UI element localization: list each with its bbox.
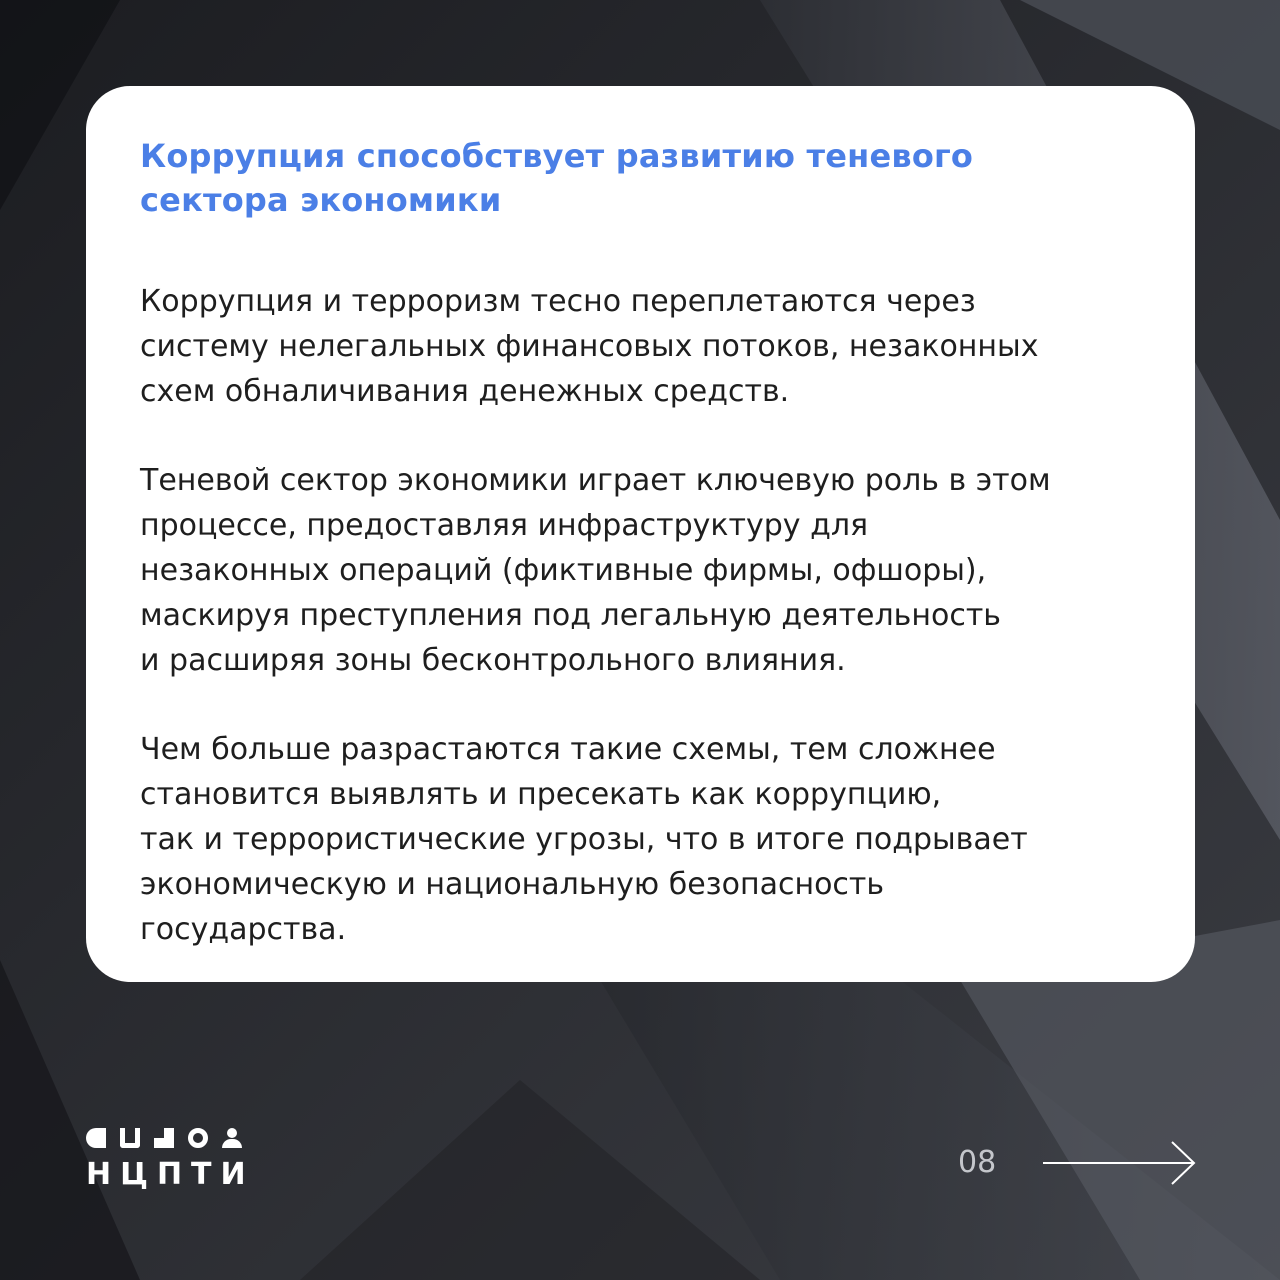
cup-icon: [120, 1128, 140, 1148]
arrow-right-icon[interactable]: [1040, 1138, 1200, 1188]
logo: [86, 1128, 255, 1192]
content-card: [86, 86, 1195, 982]
card-body: [140, 279, 1139, 952]
card-title: Коррупция способствует развитию теневого сектора экономики: [140, 137, 974, 219]
paragraph-2: Теневой сектор экономики играет ключевую роль в этом процессе, предоставляя инфраструктуру для незаконных операций (фиктивные фирмы, офшоры), маскируя преступления под легальную деятельность и расширяя зоны бесконтрольного влияния.: [140, 463, 1051, 678]
logo-text: НЦПТИ: [86, 1157, 255, 1192]
paragraph-3: Чем больше разрастаются такие схемы, тем сложнее становится выявлять и пресекать как коррупцию, так и террористические угрозы, что в итоге подрывает экономическую и национальную безопасность государства.: [140, 732, 1028, 947]
paragraph-1: Коррупция и терроризм тесно переплетаются через систему нелегальных финансовых потоков, незаконных схем обналичивания денежных средств.: [140, 284, 1039, 409]
person-icon: [222, 1128, 242, 1148]
ring-icon: [188, 1128, 208, 1148]
page-number: 08: [958, 1145, 997, 1180]
half-circle-icon: [86, 1128, 106, 1148]
step-icon: [154, 1128, 174, 1148]
logo-icons: [86, 1128, 242, 1148]
